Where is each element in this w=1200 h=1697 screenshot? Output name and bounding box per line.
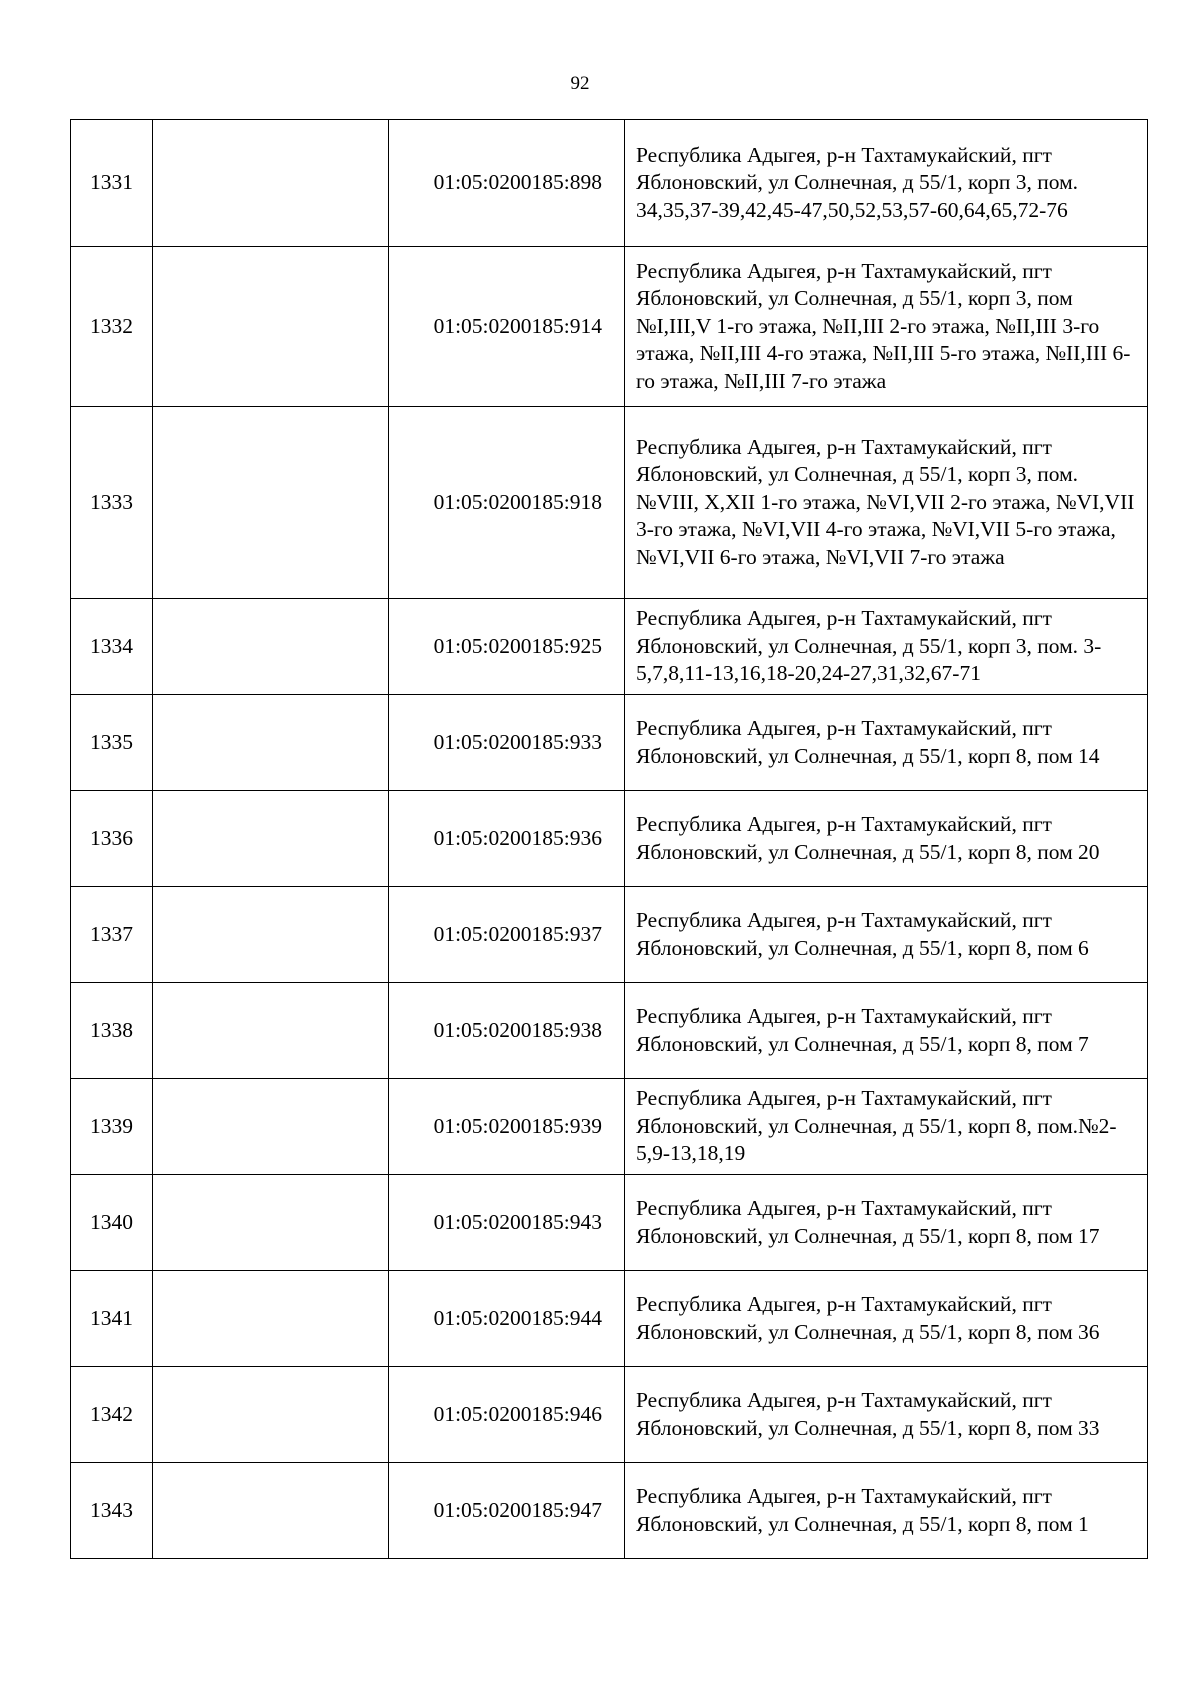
address-cell: Республика Адыгея, р-н Тахтамукайский, пгт Яблоновский, ул Солнечная, д 55/1, корп 3, пом. 34,35,37-39,42,45-47,50,52,53,57-60,64,65,72-76 bbox=[625, 120, 1148, 247]
row-number-cell: 1336 bbox=[71, 791, 153, 887]
owner-cell bbox=[153, 599, 389, 695]
table-row bbox=[71, 791, 1148, 887]
cadastral-number-cell: 01:05:0200185:947 bbox=[389, 1463, 625, 1559]
address-cell: Республика Адыгея, р-н Тахтамукайский, пгт Яблоновский, ул Солнечная, д 55/1, корп 3, пом. №VIII, X,XII 1-го этажа, №VI,VII 2-го этажа, №VI,VII 3-го этажа, №VI,VII 4-го этажа, №VI,VII 5-го этажа, №VI,VII 6-го этажа, №VI,VII 7-го этажа bbox=[625, 407, 1148, 599]
row-number-cell: 1337 bbox=[71, 887, 153, 983]
property-table-body bbox=[71, 120, 1148, 1559]
owner-cell bbox=[153, 791, 389, 887]
row-number-cell: 1332 bbox=[71, 247, 153, 407]
address-cell: Республика Адыгея, р-н Тахтамукайский, пгт Яблоновский, ул Солнечная, д 55/1, корп 3, пом №I,III,V 1-го этажа, №II,III 2-го этажа, №II,III 3-го этажа, №II,III 4-го этажа, №II,III 5-го этажа, №II,III 6-го этажа, №II,III 7-го этажа bbox=[625, 247, 1148, 407]
row-number-cell: 1341 bbox=[71, 1271, 153, 1367]
row-number-cell: 1340 bbox=[71, 1175, 153, 1271]
cadastral-number-cell: 01:05:0200185:898 bbox=[389, 120, 625, 247]
row-number-cell: 1334 bbox=[71, 599, 153, 695]
row-number-cell: 1343 bbox=[71, 1463, 153, 1559]
cadastral-number-cell: 01:05:0200185:944 bbox=[389, 1271, 625, 1367]
table-row bbox=[71, 1463, 1148, 1559]
cadastral-number-cell: 01:05:0200185:943 bbox=[389, 1175, 625, 1271]
page-number: 92 bbox=[570, 73, 590, 94]
address-cell: Республика Адыгея, р-н Тахтамукайский, пгт Яблоновский, ул Солнечная, д 55/1, корп 3, пом. 3-5,7,8,11-13,16,18-20,24-27,31,32,67-71 bbox=[625, 599, 1148, 695]
address-cell: Республика Адыгея, р-н Тахтамукайский, пгт Яблоновский, ул Солнечная, д 55/1, корп 8, пом 7 bbox=[625, 983, 1148, 1079]
cadastral-number-cell: 01:05:0200185:939 bbox=[389, 1079, 625, 1175]
cadastral-number-cell: 01:05:0200185:937 bbox=[389, 887, 625, 983]
row-number-cell: 1338 bbox=[71, 983, 153, 1079]
row-number-cell: 1333 bbox=[71, 407, 153, 599]
row-number-cell: 1342 bbox=[71, 1367, 153, 1463]
cadastral-number-cell: 01:05:0200185:933 bbox=[389, 695, 625, 791]
owner-cell bbox=[153, 1271, 389, 1367]
row-number-cell: 1331 bbox=[71, 120, 153, 247]
cadastral-number-cell: 01:05:0200185:914 bbox=[389, 247, 625, 407]
address-cell: Республика Адыгея, р-н Тахтамукайский, пгт Яблоновский, ул Солнечная, д 55/1, корп 8, пом 1 bbox=[625, 1463, 1148, 1559]
address-cell: Республика Адыгея, р-н Тахтамукайский, пгт Яблоновский, ул Солнечная, д 55/1, корп 8, пом 6 bbox=[625, 887, 1148, 983]
owner-cell bbox=[153, 407, 389, 599]
cadastral-number-cell: 01:05:0200185:938 bbox=[389, 983, 625, 1079]
owner-cell bbox=[153, 1463, 389, 1559]
table-row bbox=[71, 120, 1148, 247]
cadastral-number-cell: 01:05:0200185:946 bbox=[389, 1367, 625, 1463]
table-row bbox=[71, 983, 1148, 1079]
property-table bbox=[70, 119, 1148, 1559]
row-number-cell: 1335 bbox=[71, 695, 153, 791]
table-row bbox=[71, 407, 1148, 599]
table-row bbox=[71, 599, 1148, 695]
address-cell: Республика Адыгея, р-н Тахтамукайский, пгт Яблоновский, ул Солнечная, д 55/1, корп 8, пом 36 bbox=[625, 1271, 1148, 1367]
table-row bbox=[71, 1367, 1148, 1463]
address-cell: Республика Адыгея, р-н Тахтамукайский, пгт Яблоновский, ул Солнечная, д 55/1, корп 8, пом 17 bbox=[625, 1175, 1148, 1271]
cadastral-number-cell: 01:05:0200185:925 bbox=[389, 599, 625, 695]
owner-cell bbox=[153, 247, 389, 407]
table-row bbox=[71, 1079, 1148, 1175]
table-row bbox=[71, 247, 1148, 407]
cadastral-number-cell: 01:05:0200185:918 bbox=[389, 407, 625, 599]
address-cell: Республика Адыгея, р-н Тахтамукайский, пгт Яблоновский, ул Солнечная, д 55/1, корп 8, пом.№2-5,9-13,18,19 bbox=[625, 1079, 1148, 1175]
table-row bbox=[71, 695, 1148, 791]
owner-cell bbox=[153, 1175, 389, 1271]
address-cell: Республика Адыгея, р-н Тахтамукайский, пгт Яблоновский, ул Солнечная, д 55/1, корп 8, пом 14 bbox=[625, 695, 1148, 791]
row-number-cell: 1339 bbox=[71, 1079, 153, 1175]
address-cell: Республика Адыгея, р-н Тахтамукайский, пгт Яблоновский, ул Солнечная, д 55/1, корп 8, пом 20 bbox=[625, 791, 1148, 887]
table-row bbox=[71, 1175, 1148, 1271]
owner-cell bbox=[153, 887, 389, 983]
cadastral-number-cell: 01:05:0200185:936 bbox=[389, 791, 625, 887]
owner-cell bbox=[153, 695, 389, 791]
owner-cell bbox=[153, 1079, 389, 1175]
table-row bbox=[71, 887, 1148, 983]
table-row bbox=[71, 1271, 1148, 1367]
address-cell: Республика Адыгея, р-н Тахтамукайский, пгт Яблоновский, ул Солнечная, д 55/1, корп 8, пом 33 bbox=[625, 1367, 1148, 1463]
owner-cell bbox=[153, 983, 389, 1079]
owner-cell bbox=[153, 1367, 389, 1463]
owner-cell bbox=[153, 120, 389, 247]
